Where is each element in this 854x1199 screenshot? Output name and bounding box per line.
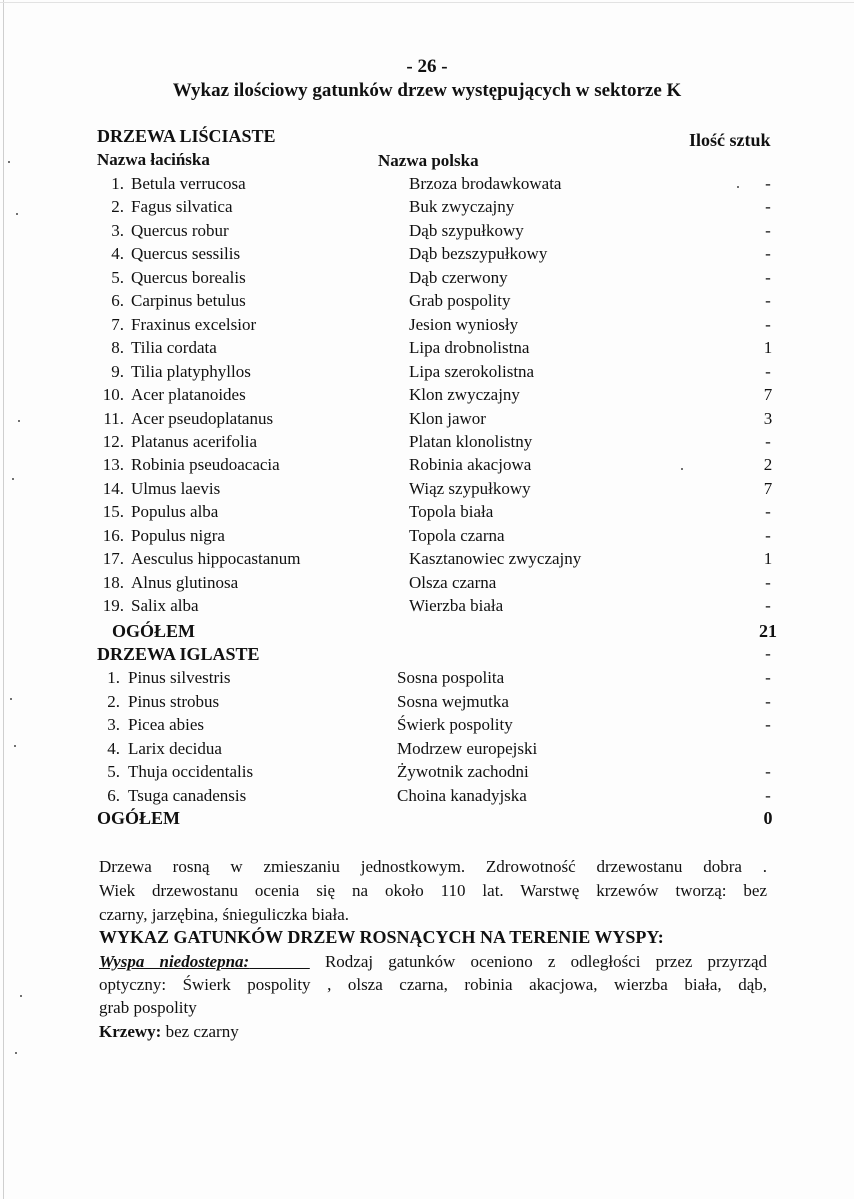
quantity: - [765,174,771,193]
island-text-1: Rodzaj gatunków oceniono z odległości przez przyrząd [324,952,768,971]
table-row [0,268,854,291]
polish-name: Topola czarna [409,525,505,545]
latin-name: Tsuga canadensis [128,786,247,805]
polish-name-column-header: Nazwa polska [378,151,479,170]
row-number: 2. [107,691,120,711]
table-row [0,244,854,267]
table-row [0,739,854,762]
polish-name: Olsza czarna [409,572,497,592]
shrubs-line [99,1020,767,1043]
scan-speck [14,745,16,747]
island-label: Wyspa niedostepna: [99,952,250,971]
table-row [0,549,854,572]
row-number: 19. [102,596,124,616]
coniferous-heading: DRZEWA IGLASTE [97,644,260,664]
polish-name: Lipa drobnolistna [409,338,530,358]
quantity-column-header: Ilość sztuk [689,130,771,150]
scan-speck [8,161,10,163]
scan-speck [16,213,18,215]
table-row [0,526,854,549]
page-title: Wykaz ilościowy gatunków drzew występujących w sektorze K [172,80,682,101]
row-number: 10. [102,385,124,405]
row-number: 17. [102,549,124,569]
polish-name: Modrzew europejski [397,738,538,758]
latin-name: Fraxinus excelsior [131,314,257,334]
island-line-1 [99,950,767,973]
latin-name: Acer platanoides [131,385,246,405]
deciduous-total-value: 21 [759,621,777,641]
table-row [0,362,854,385]
polish-name: Sosna wejmutka [397,691,509,711]
polish-name: Sosna pospolita [397,668,505,687]
polish-name: Choina kanadyjska [397,786,527,805]
table-row [0,455,854,478]
coniferous-total-label: OGÓŁEM [97,808,181,828]
latin-name: Alnus glutinosa [131,572,239,592]
row-number: 1. [107,668,120,687]
quantity: 1 [763,338,773,358]
row-number: 11. [103,408,124,428]
scan-speck [20,995,22,997]
row-number: 5. [111,267,124,287]
polish-name: Lipa szerokolistna [409,361,535,381]
row-number: 13. [102,455,124,475]
row-number: 8. [111,338,124,358]
table-row [0,596,854,619]
row-number: 15. [102,502,124,522]
quantity: 3 [763,408,773,428]
coniferous-total-value: 0 [763,808,773,828]
island-line-2: optyczny: Świerk pospolity , olsza czarna, robinia akacjowa, wierzba biała, dąb, [99,975,767,994]
latin-name: Populus alba [131,502,219,522]
table-row [0,197,854,220]
latin-name: Picea abies [128,715,204,735]
table-row [0,479,854,502]
table-row [0,174,854,197]
row-number: 1. [111,174,124,193]
polish-name: Klon zwyczajny [409,385,520,405]
polish-name: Robinia akacjowa [409,455,532,475]
island-heading: WYKAZ GATUNKÓW DRZEW ROSNĄCYCH NA TERENIE WYSPY: [99,927,664,947]
latin-name: Quercus robur [131,220,229,240]
polish-name: Wiąz szypułkowy [409,478,531,498]
description-line-2: Wiek drzewostanu ocenia się na około 110 lat. Warstwę krzewów tworzą: bez [99,881,767,900]
row-number: 7. [111,314,124,334]
latin-name: Thuja occidentalis [128,762,254,782]
table-row [0,692,854,715]
scan-speck [10,698,12,700]
table-row [0,409,854,432]
latin-name: Populus nigra [131,525,225,545]
polish-name: Klon jawor [409,408,486,428]
latin-name: Tilia cordata [131,338,217,358]
description-line-3: czarny, jarzębina, śnieguliczka biała. [99,905,349,924]
row-number: 3. [111,220,124,240]
deciduous-heading: DRZEWA LIŚCIASTE [97,126,276,146]
latin-name: Pinus silvestris [128,668,231,687]
latin-name: Tilia platyphyllos [131,361,251,381]
quantity: - [765,572,771,592]
quantity: - [765,244,771,264]
row-number: 6. [107,786,120,805]
latin-name: Fagus silvatica [131,197,233,217]
shrubs-label: Krzewy: [99,1022,162,1041]
quantity: - [765,267,771,287]
row-number: 9. [111,361,124,381]
table-row [0,385,854,408]
quantity: - [765,361,771,381]
row-number: 4. [111,244,124,264]
table-row [0,502,854,525]
quantity: - [765,291,771,311]
quantity: - [765,314,771,334]
quantity: - [765,596,771,616]
latin-name: Aesculus hippocastanum [131,549,301,569]
quantity: - [765,715,771,735]
table-row [0,715,854,738]
polish-name: Dąb czerwony [409,267,508,287]
latin-name: Carpinus betulus [131,291,246,311]
description-line-1: Drzewa rosną w zmieszaniu jednostkowym. Zdrowotność drzewostanu dobra . [99,857,767,876]
polish-name: Grab pospolity [409,291,511,311]
row-number: 6. [111,291,124,311]
latin-name: Acer pseudoplatanus [131,408,274,428]
quantity: - [765,668,771,687]
quantity: - [765,197,771,217]
table-row [0,786,854,809]
quantity: 7 [763,478,773,498]
table-row [0,668,854,691]
quantity: - [765,502,771,522]
table-row [0,291,854,314]
latin-name: Quercus sessilis [131,244,241,264]
row-number: 4. [107,738,120,758]
polish-name: Dąb szypułkowy [409,220,524,240]
polish-name: Platan klonolistny [409,431,533,451]
scan-speck [15,1052,17,1054]
shrubs-text: bez czarny [165,1022,239,1041]
polish-name: Kasztanowiec zwyczajny [409,549,582,569]
latin-name: Quercus borealis [131,267,246,287]
table-row [0,315,854,338]
scan-speck [18,420,20,422]
quantity: - [765,220,771,240]
quantity: - [765,525,771,545]
scan-speck [737,186,739,188]
row-number: 14. [102,478,124,498]
island-line-3: grab pospolity [99,998,197,1017]
latin-name: Salix alba [131,596,199,616]
row-number: 12. [102,431,124,451]
quantity: - [765,786,771,805]
polish-name: Buk zwyczajny [409,197,515,217]
quantity: - [765,691,771,711]
scan-speck [681,468,683,470]
latin-name: Platanus acerifolia [131,431,258,451]
quantity: 1 [763,549,773,569]
latin-name: Pinus strobus [128,691,220,711]
polish-name: Topola biała [409,502,494,522]
polish-name: Brzoza brodawkowata [409,174,562,193]
row-number: 5. [107,762,120,782]
latin-name: Larix decidua [128,738,222,758]
latin-name-column-header: Nazwa łacińska [97,150,210,169]
polish-name: Świerk pospolity [397,715,513,735]
quantity: 2 [763,455,773,475]
coniferous-heading-quantity: - [765,644,771,663]
row-number: 18. [102,572,124,592]
deciduous-total-label: OGÓŁEM [112,621,196,641]
polish-name: Żywotnik zachodni [397,762,529,782]
page-number: - 26 - [406,56,448,77]
row-number: 16. [102,525,124,545]
scan-edge-top [0,2,854,3]
latin-name: Ulmus laevis [131,478,221,498]
quantity: - [765,431,771,451]
row-number: 2. [111,197,124,217]
latin-name: Betula verrucosa [131,174,246,193]
polish-name: Jesion wyniosły [409,314,519,334]
quantity: - [765,762,771,782]
table-row [0,762,854,785]
table-row [0,432,854,455]
table-row [0,338,854,361]
polish-name: Wierzba biała [409,596,504,616]
table-row [0,221,854,244]
polish-name: Dąb bezszypułkowy [409,244,548,264]
scan-speck [12,478,14,480]
row-number: 3. [107,715,120,735]
latin-name: Robinia pseudoacacia [131,455,280,475]
quantity: 7 [763,385,773,405]
table-row [0,573,854,596]
